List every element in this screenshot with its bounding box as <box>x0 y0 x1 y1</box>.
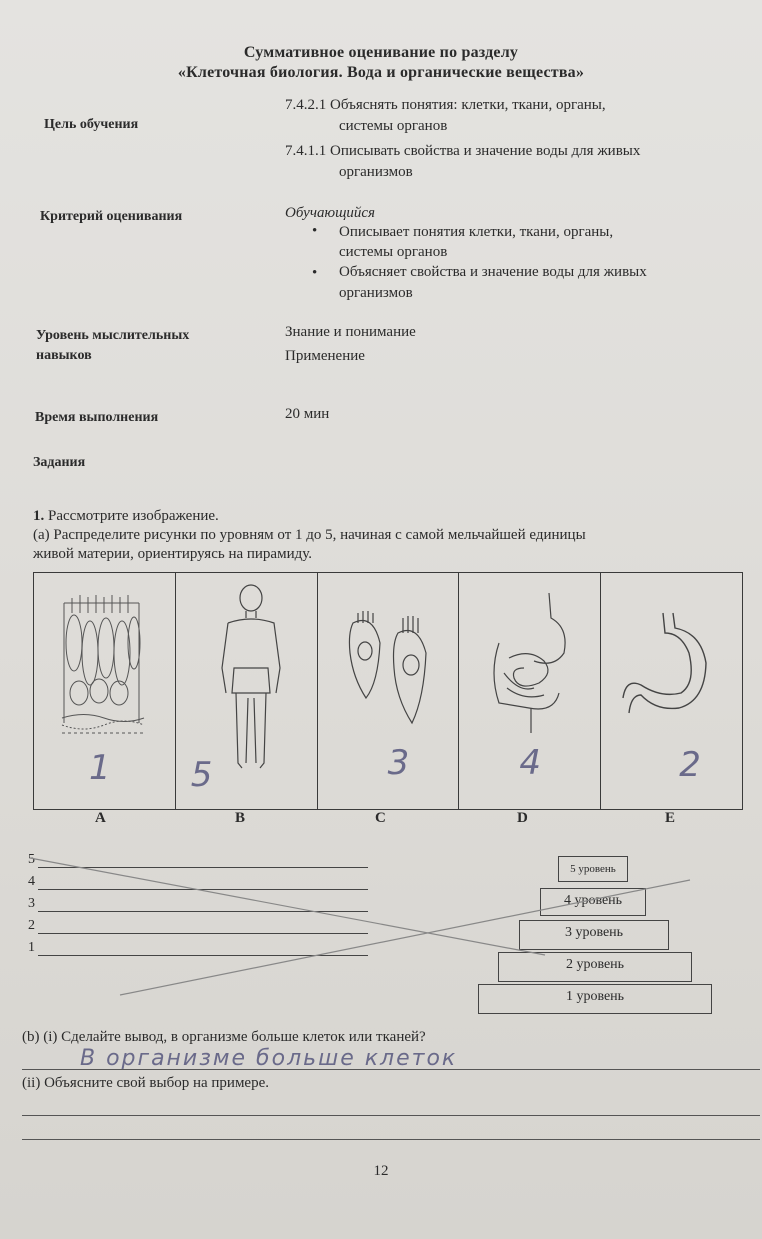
image-letter-a: A <box>95 810 106 826</box>
pyramid-level-1: 1 уровень <box>478 984 712 1014</box>
page-title-line1: Суммативное оценивание по разделу <box>243 44 519 61</box>
level-number: 1 <box>28 940 35 955</box>
page-number: 12 <box>373 1163 389 1179</box>
part-b-i: (b) (i) Сделайте вывод, в организме больше клеток или тканей? <box>22 1029 426 1045</box>
answer-line <box>22 1069 760 1070</box>
goal-2a: 7.4.1.1 Описывать свойства и значение воды для живых <box>285 143 641 159</box>
answer-line <box>22 1139 760 1140</box>
goal-2b: организмов <box>339 164 413 180</box>
handwritten-level-d: 4 <box>519 743 542 783</box>
criteria-intro: Обучающийся <box>285 205 376 221</box>
task1-intro-text: Рассмотрите изображение. <box>48 508 219 524</box>
level-number: 2 <box>28 918 35 933</box>
handwritten-level-a: 1 <box>89 748 111 788</box>
task1-part-a-line1: (a) Распределите рисунки по уровням от 1 до 5, начиная с самой мельчайшей единицы <box>33 527 586 543</box>
image-letter-c: C <box>375 810 386 826</box>
bullet-icon: • <box>312 265 318 281</box>
goal-1b: системы органов <box>339 118 448 134</box>
pyramid-level-2: 2 уровень <box>498 952 692 982</box>
time-label: Время выполнения <box>35 410 159 425</box>
criteria-label: Критерий оценивания <box>40 209 183 224</box>
handwritten-level-e: 2 <box>679 745 701 785</box>
part-b-ii: (ii) Объясните свой выбор на примере. <box>22 1075 270 1091</box>
criteria-2a: Объясняет свойства и значение воды для живых <box>339 264 647 280</box>
pyramid-level-5: 5 уровень <box>558 856 628 882</box>
pyramid-level-3: 3 уровень <box>519 920 669 950</box>
level-number: 5 <box>28 852 35 867</box>
handwritten-level-b: 5 <box>190 755 213 795</box>
image-letter-b: B <box>235 810 246 826</box>
image-letter-d: D <box>517 810 528 826</box>
criteria-2b: организмов <box>339 285 413 301</box>
goal-1a: 7.4.2.1 Объяснять понятия: клетки, ткани, органы, <box>285 97 606 113</box>
handwritten-level-c: 3 <box>387 743 410 783</box>
tasks-label: Задания <box>33 455 86 470</box>
time-value: 20 мин <box>285 406 330 422</box>
skills-2: Применение <box>285 348 365 364</box>
handwritten-answer: В организме больше клеток <box>80 1046 458 1071</box>
level-number: 4 <box>28 874 35 889</box>
criteria-1b: системы органов <box>339 244 448 260</box>
goal-label: Цель обучения <box>44 117 139 132</box>
page-title-line2: «Клеточная биология. Вода и органические вещества» <box>177 64 585 81</box>
skills-1: Знание и понимание <box>285 324 416 340</box>
answer-line <box>22 1115 760 1116</box>
criteria-1a: Описывает понятия клетки, ткани, органы, <box>339 224 614 240</box>
image-letter-e: E <box>665 810 676 826</box>
skills-label-2: навыков <box>36 348 92 363</box>
task1-number: 1. <box>33 508 45 524</box>
bullet-icon: • <box>312 223 318 239</box>
level-number: 3 <box>28 896 35 911</box>
skills-label-1: Уровень мыслительных <box>36 328 190 343</box>
task1-part-a-line2: живой материи, ориентируясь на пирамиду. <box>33 546 312 562</box>
pyramid-level-4: 4 уровень <box>540 888 646 916</box>
